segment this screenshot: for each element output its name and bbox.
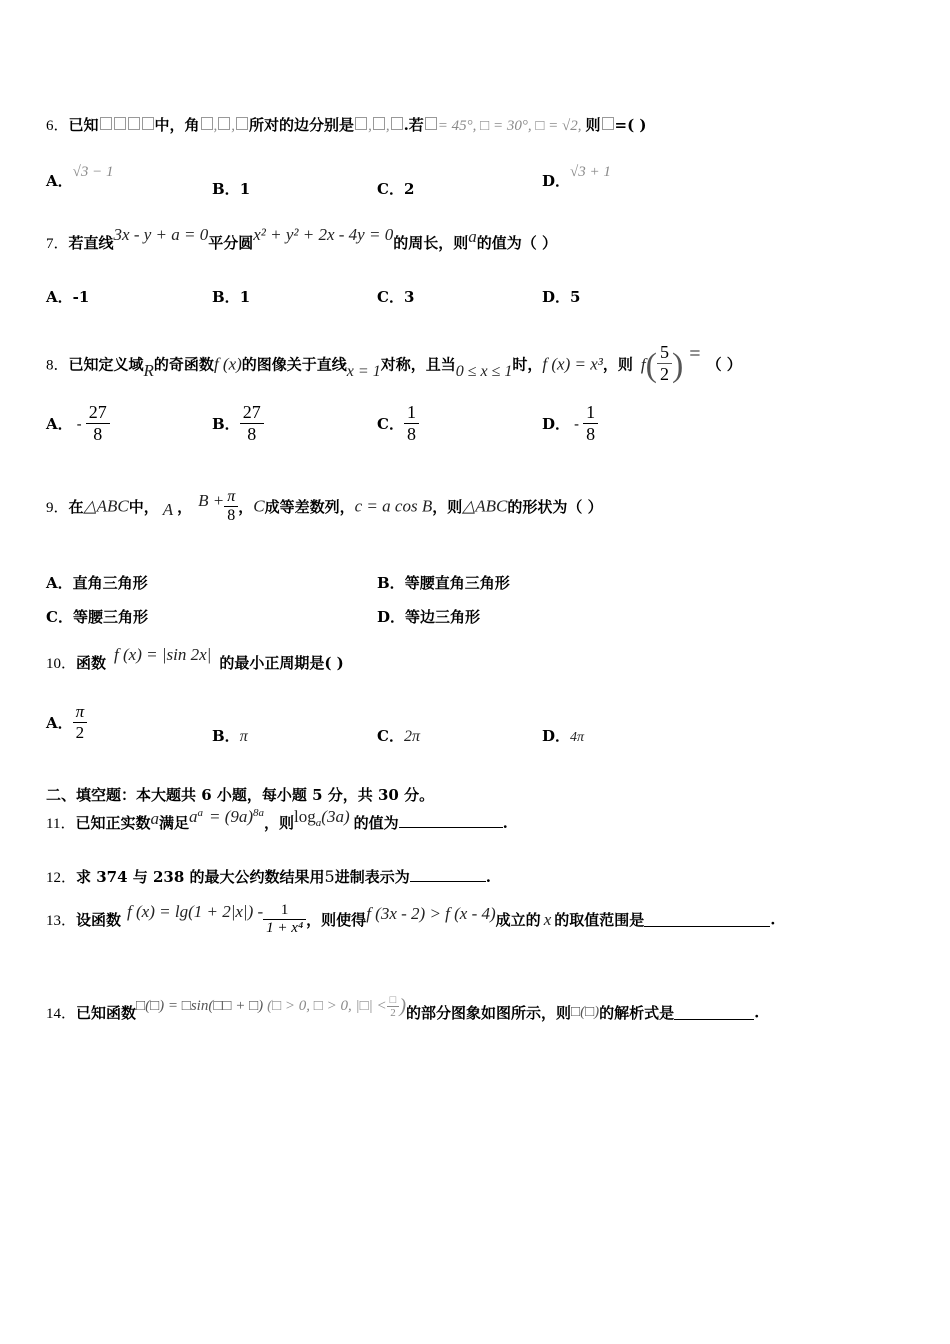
q9-option-b[interactable] bbox=[377, 572, 510, 593]
option-value: 等腰直角三角形 bbox=[404, 574, 510, 592]
frac-num: 27 bbox=[240, 402, 264, 424]
missing-glyph-icon: , , bbox=[354, 118, 404, 134]
side-relation: c = a cos B bbox=[354, 496, 433, 516]
option-label: D． bbox=[542, 415, 571, 433]
log: log bbox=[294, 807, 316, 826]
interval: 0 ≤ x ≤ 1 bbox=[455, 362, 513, 380]
option-label: A． bbox=[46, 714, 73, 732]
q6-option-b[interactable] bbox=[212, 178, 250, 199]
q13-text-a: 设函数 bbox=[76, 911, 122, 929]
period: . bbox=[770, 910, 776, 929]
q6-option-c[interactable] bbox=[377, 178, 414, 199]
number-base: 5 bbox=[324, 867, 335, 886]
angle-b-expression: B + bbox=[198, 490, 225, 510]
question-number: 11． bbox=[46, 816, 76, 832]
q6-option-a[interactable] bbox=[46, 164, 114, 191]
q6-text-f: =( ) bbox=[614, 116, 647, 134]
question-11 bbox=[46, 807, 508, 835]
question-14 bbox=[46, 994, 760, 1025]
q9-option-d[interactable] bbox=[377, 606, 480, 627]
q10-option-d[interactable] bbox=[542, 725, 584, 746]
option-value: -1 bbox=[72, 288, 90, 306]
question-13 bbox=[46, 902, 775, 937]
triangle-abc: △ABC bbox=[462, 496, 508, 516]
q14-text-a: 已知函数 bbox=[76, 1004, 137, 1022]
variable-a: a bbox=[468, 227, 477, 246]
option-value: 等腰三角形 bbox=[72, 608, 148, 626]
option-value: 5 bbox=[570, 288, 581, 306]
q11-text-a: 已知正实数 bbox=[75, 814, 151, 832]
option-fraction bbox=[86, 402, 110, 445]
q8-text-a: 已知定义域 bbox=[68, 355, 144, 374]
question-9 bbox=[46, 488, 603, 525]
q8-option-a[interactable] bbox=[46, 402, 110, 445]
q14-text-b: 的部分图象如图所示，则 bbox=[406, 1004, 572, 1022]
q8-text-d: 对称，且当 bbox=[380, 355, 456, 374]
option-label: C． bbox=[377, 727, 404, 745]
parameter-conditions: (□ > 0, □ > 0, |□| < bbox=[267, 998, 387, 1014]
log-expression bbox=[294, 807, 350, 829]
question-7 bbox=[46, 225, 557, 253]
q8-text-e: 时， bbox=[512, 355, 543, 374]
equation bbox=[189, 808, 264, 826]
inequality: f (3x - 2) > f (x - 4) bbox=[366, 903, 496, 923]
q6-text-a: 已知 bbox=[68, 116, 99, 134]
question-number: 13． bbox=[46, 913, 77, 929]
paren-close: ) bbox=[399, 995, 406, 1017]
q10-option-b[interactable] bbox=[212, 725, 248, 746]
function-expression: □(□) = □sin(□□ + □) bbox=[136, 998, 264, 1014]
frac-num: π bbox=[73, 702, 88, 723]
frac-den: 2 bbox=[659, 364, 669, 384]
frac-num: π bbox=[224, 488, 238, 507]
question-number: 12． bbox=[46, 870, 77, 886]
frac-den: 8 bbox=[406, 424, 416, 444]
answer-blank[interactable] bbox=[674, 1005, 754, 1020]
q9-text-c: 成等差数列， bbox=[264, 498, 355, 516]
missing-glyph-icon bbox=[99, 116, 155, 134]
q7-text-b: 平分圆 bbox=[208, 234, 254, 252]
option-label: A． bbox=[46, 415, 73, 433]
log-base: a bbox=[315, 817, 322, 829]
question-10 bbox=[46, 645, 344, 673]
q6-text-c: 所对的边分别是 bbox=[249, 116, 355, 134]
period: . bbox=[502, 814, 508, 832]
q8-text-h: （ ） bbox=[706, 355, 742, 374]
option-label: B． bbox=[212, 727, 240, 745]
comma: ， bbox=[238, 498, 254, 516]
comma: ， bbox=[177, 498, 193, 516]
q8-option-c[interactable] bbox=[377, 402, 419, 445]
option-label: D． bbox=[542, 172, 571, 190]
eq-middle: = (9a) bbox=[208, 807, 254, 826]
symmetry-line: x = 1 bbox=[346, 362, 381, 380]
option-sign: - bbox=[76, 414, 82, 433]
argument-fraction bbox=[657, 342, 672, 385]
function-fraction bbox=[263, 902, 306, 937]
q9-text-d: ，则 bbox=[432, 498, 463, 516]
q10-option-c[interactable] bbox=[377, 725, 420, 746]
option-value: 1 bbox=[239, 288, 251, 306]
option-label: B． bbox=[377, 574, 405, 592]
q6-option-d[interactable] bbox=[542, 164, 611, 191]
missing-glyph-icon: , , bbox=[200, 118, 250, 134]
q8-text-b: 的奇函数 bbox=[153, 355, 214, 374]
option-fraction bbox=[240, 402, 264, 445]
q9-text-a: 在 bbox=[68, 498, 84, 516]
q9-text-b: 中， bbox=[128, 498, 159, 516]
option-label: B． bbox=[212, 180, 240, 198]
option-label: A． bbox=[46, 172, 73, 190]
section-heading: 二、填空题：本大题共 6 小题，每小题 5 分，共 30 分。 bbox=[46, 786, 435, 804]
function-expression: f (x) = |sin 2x| bbox=[114, 645, 212, 664]
q8-option-d[interactable] bbox=[542, 402, 598, 445]
option-value: 直角三角形 bbox=[72, 574, 148, 592]
q8-text-c: 的图像关于直线 bbox=[241, 355, 347, 374]
q7-option-a[interactable] bbox=[46, 286, 89, 307]
frac-den: 8 bbox=[93, 424, 103, 444]
q7-option-b[interactable] bbox=[212, 286, 250, 307]
frac-num: □ bbox=[387, 994, 400, 1007]
option-fraction bbox=[404, 402, 419, 445]
q6-condition: = 45°, □ = 30°, □ = √2, bbox=[437, 118, 582, 134]
option-label: C． bbox=[377, 180, 404, 198]
option-label: C． bbox=[377, 288, 404, 306]
q7-text-a: 若直线 bbox=[68, 234, 114, 252]
frac-den: 1 + x⁴ bbox=[266, 920, 304, 936]
answer-blank[interactable] bbox=[410, 867, 486, 882]
option-value: 2π bbox=[403, 728, 420, 745]
eq-exponent: a bbox=[197, 807, 203, 819]
option-value: 3 bbox=[403, 288, 415, 306]
frac-den: 8 bbox=[247, 424, 257, 444]
option-label: D． bbox=[542, 727, 571, 745]
option-label: D． bbox=[377, 608, 406, 626]
variable-a: a bbox=[150, 809, 159, 828]
question-8 bbox=[46, 344, 742, 387]
q6-text-e: 则 bbox=[585, 116, 601, 134]
frac-num: 1 bbox=[583, 402, 598, 424]
left-paren: ( bbox=[645, 346, 657, 384]
option-fraction bbox=[73, 702, 88, 743]
question-number: 9． bbox=[46, 500, 69, 516]
q8-option-b[interactable] bbox=[212, 402, 264, 445]
triangle-abc: △ABC bbox=[83, 496, 129, 516]
option-label: B． bbox=[212, 415, 240, 433]
function-expression: f (x) = lg(1 + 2|x|) - bbox=[127, 901, 264, 921]
option-value: 1 bbox=[239, 180, 251, 198]
eq-exponent: 8a bbox=[253, 807, 265, 819]
question-12 bbox=[46, 866, 491, 887]
eq-base: a bbox=[188, 807, 198, 826]
answer-blank[interactable] bbox=[399, 813, 503, 828]
question-number: 10． bbox=[46, 656, 77, 672]
option-value: √3 + 1 bbox=[570, 164, 611, 180]
q9-text-e: 的形状为（ ） bbox=[507, 498, 603, 516]
option-sign: - bbox=[574, 414, 580, 433]
pi-over-eight bbox=[224, 488, 238, 525]
option-label: A． bbox=[46, 288, 73, 306]
q6-text-d: .若 bbox=[403, 116, 424, 134]
angle-a: A bbox=[162, 499, 174, 519]
q7-text-c: 的周长，则 bbox=[393, 234, 469, 252]
missing-glyph-icon bbox=[424, 118, 438, 134]
q13-text-c: 成立的 bbox=[495, 911, 541, 929]
q9-option-a[interactable] bbox=[46, 572, 148, 593]
option-label: C． bbox=[377, 415, 404, 433]
domain-r: R bbox=[143, 360, 154, 380]
q12-text-b: 进制表示为 bbox=[334, 868, 410, 886]
option-label: C． bbox=[46, 608, 73, 626]
option-value: √3 − 1 bbox=[72, 164, 114, 180]
q13-text-d: 的取值范围是 bbox=[554, 911, 645, 929]
function-f: f (x) bbox=[213, 354, 242, 374]
question-number: 8． bbox=[46, 357, 69, 374]
condition-fraction bbox=[387, 994, 400, 1019]
frac-num: 1 bbox=[263, 902, 306, 920]
circle-equation: x² + y² + 2x - 4y = 0 bbox=[253, 225, 394, 244]
frac-num: 27 bbox=[86, 402, 110, 424]
answer-blank[interactable] bbox=[644, 912, 770, 927]
equals-sign: = bbox=[689, 342, 701, 365]
option-value: 等边三角形 bbox=[405, 608, 481, 626]
period: . bbox=[754, 1003, 760, 1022]
q6-text-b: 中，角 bbox=[154, 116, 200, 134]
option-label: A． bbox=[46, 574, 73, 592]
frac-den: 2 bbox=[75, 723, 85, 742]
frac-den: 8 bbox=[227, 507, 236, 524]
q11-text-b: 满足 bbox=[158, 814, 189, 832]
q7-option-c[interactable] bbox=[377, 286, 414, 307]
q11-text-c: ，则 bbox=[264, 814, 295, 832]
missing-glyph-icon bbox=[601, 118, 615, 134]
angle-c: C bbox=[253, 496, 265, 516]
variable-x: x bbox=[543, 909, 552, 929]
option-value: 2 bbox=[403, 180, 415, 198]
frac-num: 5 bbox=[657, 342, 672, 364]
option-fraction bbox=[583, 402, 598, 445]
option-value: π bbox=[239, 728, 248, 745]
q8-text-f: ，则 bbox=[602, 355, 633, 374]
q14-text-c: 的解析式是 bbox=[599, 1004, 675, 1022]
q9-option-c[interactable] bbox=[46, 606, 148, 627]
option-label: D． bbox=[542, 288, 571, 306]
frac-num: 1 bbox=[404, 402, 419, 424]
q11-text-d: 的值为 bbox=[353, 814, 399, 832]
function-definition: f (x) = x³ bbox=[542, 354, 603, 374]
option-label: B． bbox=[212, 288, 240, 306]
frac-den: 8 bbox=[586, 424, 596, 444]
q7-text-d: 的值为（ ） bbox=[476, 234, 557, 252]
function-f: □(□) bbox=[571, 1004, 600, 1020]
frac-den: 2 bbox=[390, 1007, 396, 1019]
log-argument: (3a) bbox=[321, 807, 350, 826]
q10-text-a: 函数 bbox=[76, 654, 107, 672]
q10-text-b: 的最小正周期是( ) bbox=[219, 654, 344, 672]
question-number: 7． bbox=[46, 236, 69, 252]
question-6 bbox=[46, 114, 647, 135]
q13-text-b: ，则使得 bbox=[306, 911, 367, 929]
line-equation: 3x - y + a = 0 bbox=[113, 225, 209, 244]
q7-option-d[interactable] bbox=[542, 286, 580, 307]
period: . bbox=[485, 868, 491, 886]
q12-text: 求 374 与 238 的最大公约数结果用 bbox=[76, 868, 325, 886]
function-f: f bbox=[640, 354, 646, 374]
q10-option-a[interactable] bbox=[46, 702, 87, 743]
question-number: 14． bbox=[46, 1006, 77, 1022]
question-number: 6． bbox=[46, 118, 69, 134]
right-paren: ) bbox=[671, 346, 684, 384]
option-value: 4π bbox=[570, 730, 585, 745]
